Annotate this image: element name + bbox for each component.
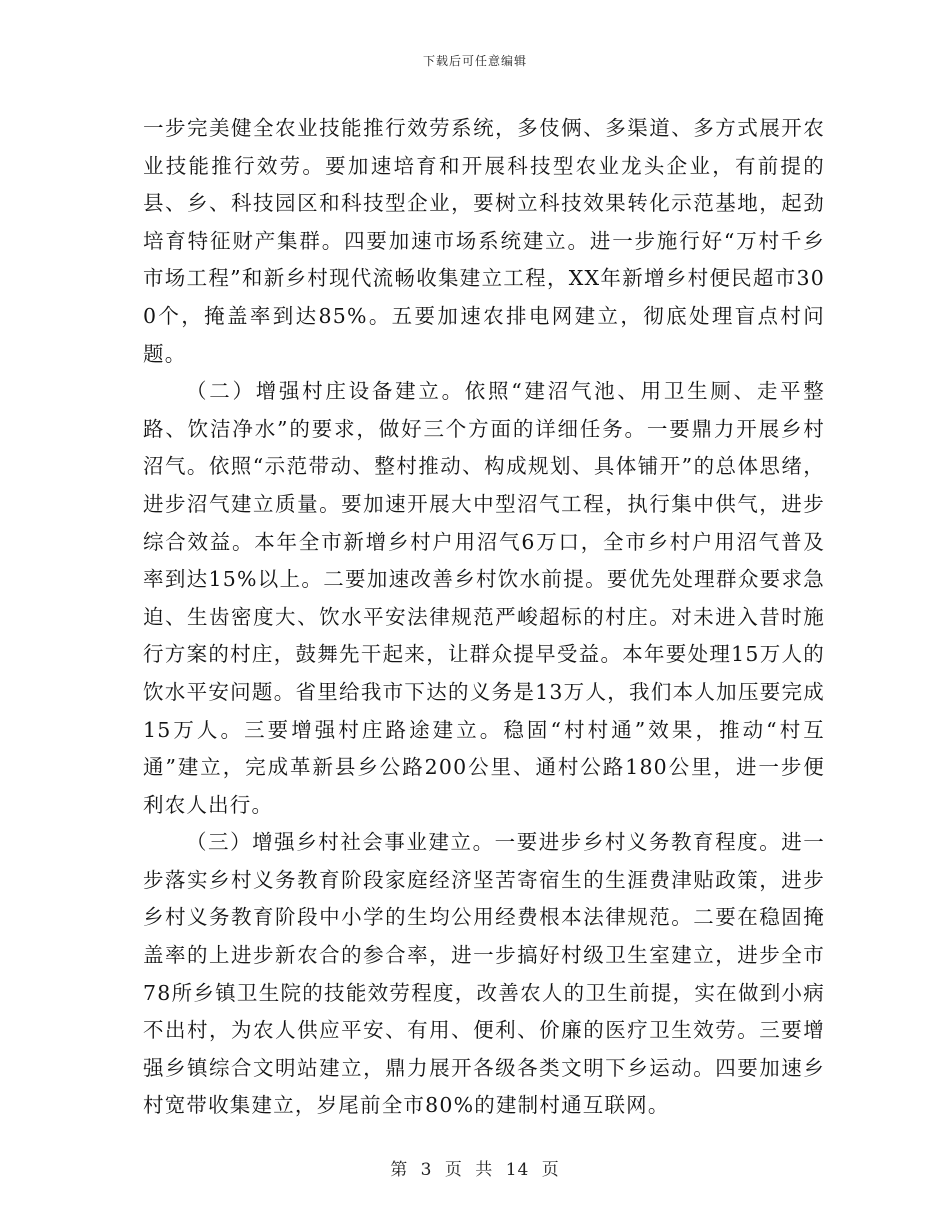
page-header: 下载后可任意编辑 xyxy=(422,54,527,68)
document-body xyxy=(143,110,825,1125)
paragraph-rural-social-services: （三）增强乡村社会事业建立。一要进步乡村义务教育程度。进一步落实乡村义务教育阶段家庭经济坚苦寄宿生的生涯费津贴政策，进步乡村义务教育阶段中小学的生均公用经费根本法律规范。二要在稳固掩盖率的上进步新农合的参合率，进一步搞好村级卫生室建立，进步全市78所乡镇卫生院的技能效劳程度，改善农人的卫生前提，实在做到小病不出村，为农人供应平安、有用、便利、价廉的医疗卫生效劳。三要增强乡镇综合文明站建立，鼎力展开各级各类文明下乡运动。四要加速乡村宽带收集建立，岁尾前全市80%的建制村通互联网。 xyxy=(143,830,825,1118)
paragraph-continuation: 一步完美健全农业技能推行效劳系统，多伎俩、多渠道、多方式展开农业技能推行效劳。要加速培育和开展科技型农业龙头企业，有前提的县、乡、科技园区和科技型企业，要树立科技效果转化示范基地，起劲培育特征财产集群。四要加速市场系统建立。进一步施行好“万村千乡市场工程”和新乡村现代流畅收集建立工程，XX年新增乡村便民超市300个，掩盖率到达85%。五要加速农排电网建立，彻底处理盲点村问题。 xyxy=(143,116,825,366)
paragraph-village-facilities: （二）增强村庄设备建立。依照“建沼气池、用卫生厕、走平整路、饮洁净水”的要求，做好三个方面的详细任务。一要鼎力开展乡村沼气。依照“示范带动、整村推动、构成规划、具体铺开”的总体思绪，进步沼气建立质量。要加速开展大中型沼气工程，执行集中供气，进步综合效益。本年全市新增乡村户用沼气6万口，全市乡村户用沼气普及率到达15%以上。二要加速改善乡村饮水前提。要优先处理群众要求急迫、生齿密度大、饮水平安法律规范严峻超标的村庄。对未进入昔时施行方案的村庄，鼓舞先干起来，让群众提早受益。本年要处理15万人的饮水平安问题。省里给我市下达的义务是13万人，我们本人加压要完成15万人。三要增强村庄路途建立。稳固“村村通”效果，推动“村互通”建立，完成革新县乡公路200公里、通村公路180公里，进一步便利农人出行。 xyxy=(143,379,825,817)
page-number-footer: 第 3 页 共 14 页 xyxy=(390,1160,560,1180)
